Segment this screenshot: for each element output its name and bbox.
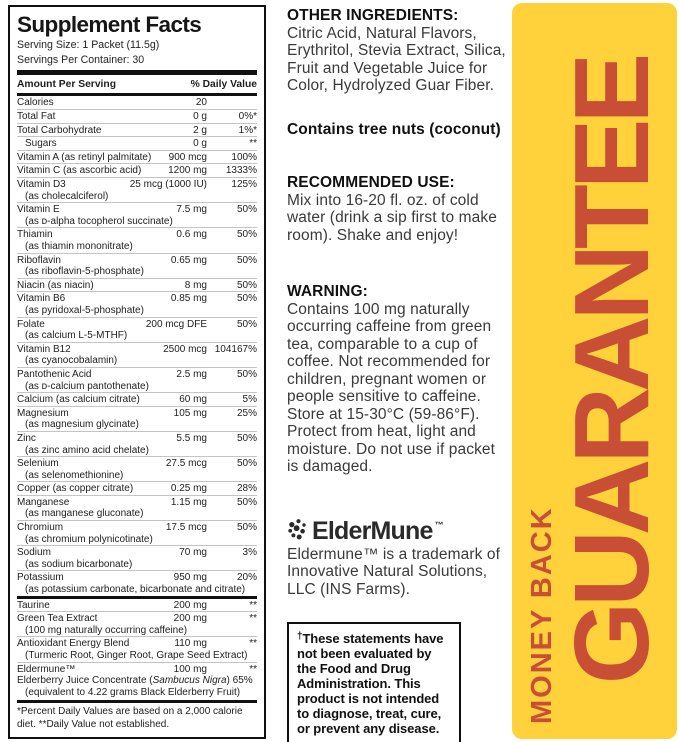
warning-text: Contains 100 mg naturally occurring caffeine from green tea, comparable to a cup of coffee. Not recommended for children, pregnant women or people sensitive to caffeine. Store at 15-30°C (59-86°F). Protect from heat, light and moisture. Do not use if packet is damaged.	[287, 300, 496, 475]
facts-row: Total Fat 0 g 0%*	[17, 111, 257, 123]
disclaimer-dagger: †	[297, 631, 303, 642]
facts-row: Vitamin C (as ascorbic acid) 1200 mg 1333%	[17, 165, 257, 177]
facts-row: Magnesium 105 mg 25% (as magnesium glycinate)	[17, 407, 257, 431]
facts-row: Vitamin B12 2500 mcg 104167% (as cyanocobalamin)	[17, 343, 257, 367]
fda-disclaimer-text: These statements have not been evaluated by the Food and Drug Administration. This product is not intended to diagnose, treat, cure, or prevent any disease.	[297, 631, 444, 737]
allergen-section	[287, 121, 508, 139]
daily-value-header: % Daily Value	[190, 79, 257, 91]
money-back-vertical-text: MONEY BACK	[526, 506, 558, 724]
facts-row-extra: Elderberry Juice Concentrate (Sambucus Nigra) 65%	[17, 675, 253, 687]
facts-row: Folate 200 mcg DFE 50% (as calcium L-5-MTHF)	[17, 318, 257, 342]
facts-row: Vitamin D3 25 mcg (1000 IU) 125% (as cholecalciferol)	[17, 179, 257, 202]
servings-per-container: Servings Per Container: 30	[17, 53, 145, 66]
facts-row: Riboflavin 0.65 mg 50% (as riboflavin-5-phosphate)	[17, 254, 257, 278]
facts-footnote: *Percent Daily Values are based on a 2,000 calorie diet. **Daily Value not established.	[17, 700, 257, 730]
facts-row: Zinc 5.5 mg 50% (as zinc amino acid chelate)	[17, 432, 257, 456]
facts-row-subtext: (as cholecalciferol)	[25, 190, 109, 202]
facts-row: Copper (as copper citrate) 0.25 mg 28%	[17, 483, 257, 495]
eldermune-trademark-text: Eldermune™ is a trademark of Innovative Natural Solutions, LLC (INS Farms).	[287, 545, 500, 598]
facts-row-subtext: (as pyridoxal-5-phosphate)	[25, 304, 144, 316]
recommended-use-text: Mix into 16-20 fl. oz. of cold water (drink a sip first to make room). Shake and enjoy!	[287, 191, 497, 244]
facts-row: Manganese 1.15 mg 50% (as manganese gluconate)	[17, 496, 257, 520]
facts-row: Vitamin B6 0.85 mg 50% (as pyridoxal-5-phosphate)	[17, 293, 257, 316]
facts-row-subtext: (as selenomethionine)	[25, 469, 124, 481]
facts-row: Potassium 950 mg 20% (as potassium carbonate, bicarbonate and citrate)	[17, 572, 257, 596]
facts-row: Calcium (as calcium citrate) 60 mg 5%	[17, 394, 257, 406]
facts-rows-secondary	[17, 599, 257, 699]
allergen-text: Contains tree nuts (coconut)	[287, 121, 501, 138]
facts-rows-main	[17, 96, 257, 595]
eldermune-berry-icon	[287, 518, 310, 546]
facts-column-header	[17, 75, 257, 93]
facts-row-subtext: (100 mg naturally occurring caffeine)	[25, 624, 188, 636]
facts-row: Vitamin E 7.5 mg 50% (as ᴅ-alpha tocopherol succinate)	[17, 204, 257, 227]
facts-row: Thiamin 0.6 mg 50% (as thiamin mononitrate)	[17, 229, 257, 252]
eldermune-tm-mark: ™	[434, 520, 444, 530]
facts-row: Total Carbohydrate 2 g 1%*	[17, 124, 257, 136]
facts-row: Vitamin A (as retinyl palmitate) 900 mcg 100%	[17, 151, 257, 163]
facts-row-extra2: (equivalent to 4.22 grams Black Elderberry Fruit)	[25, 686, 241, 698]
facts-row-subtext: (as ᴅ-calcium pantothenate)	[25, 380, 149, 392]
facts-row-subtext: (as calcium L-5-MTHF)	[25, 330, 128, 342]
facts-row-subtext: (as potassium carbonate, bicarbonate and citrate)	[25, 584, 246, 596]
warning-heading: WARNING:	[287, 283, 368, 300]
other-ingredients-text: Citric Acid, Natural Flavors, Erythritol, Stevia Extract, Silica, Fruit and Vegetable Juice for Color, Hydrolyzed Guar Fiber.	[287, 24, 506, 94]
fda-disclaimer-box	[287, 622, 461, 742]
supplement-facts-panel	[8, 5, 266, 739]
serving-size: Serving Size: 1 Packet (11.5g)	[17, 38, 160, 51]
facts-row-subtext: (Turmeric Root, Ginger Root, Grape Seed Extract)	[25, 650, 248, 661]
recommended-use-heading: RECOMMENDED USE:	[287, 174, 455, 191]
guarantee-vertical-text: GUARANTEE	[553, 57, 671, 685]
eldermune-section	[287, 518, 508, 598]
other-ingredients-section	[287, 7, 508, 95]
facts-row-subtext: (as riboflavin-5-phosphate)	[25, 266, 144, 278]
facts-row-subtext: (as cyanocobalamin)	[25, 355, 118, 367]
amount-per-serving-header: Amount Per Serving	[17, 79, 116, 91]
facts-row-subtext: (as chromium polynicotinate)	[25, 533, 153, 545]
facts-row: Pantothenic Acid 2.5 mg 50% (as ᴅ-calcium pantothenate)	[17, 368, 257, 392]
facts-row: Niacin (as niacin) 8 mg 50%	[17, 279, 257, 291]
facts-row-subtext: (as thiamin mononitrate)	[25, 241, 133, 252]
facts-row-subtext: (as sodium bicarbonate)	[25, 558, 133, 570]
facts-row: Antioxidant Energy Blend 110 mg ** (Turmeric Root, Ginger Root, Grape Seed Extract)	[17, 638, 257, 661]
facts-row: Sodium 70 mg 3% (as sodium bicarbonate)	[17, 547, 257, 570]
facts-row-subtext: (as magnesium glycinate)	[25, 419, 139, 431]
facts-row: Eldermune™ 100 mg ** Elderberry Juice Concentrate (Sambucus Nigra) 65% (equivalent to 4.22 grams Black Elderberry Fruit)	[17, 663, 257, 698]
facts-title: Supplement Facts	[17, 12, 202, 37]
facts-row: Sugars 0 g **	[17, 136, 257, 150]
warning-section	[287, 283, 508, 476]
eldermune-wordmark: ElderMune	[312, 517, 433, 546]
facts-row-subtext: (as manganese gluconate)	[25, 508, 144, 520]
facts-row: Selenium 27.5 mcg 50% (as selenomethionine)	[17, 458, 257, 481]
facts-row: Chromium 17.5 mcg 50% (as chromium polynicotinate)	[17, 522, 257, 545]
eldermune-logo	[287, 518, 508, 546]
recommended-use-section	[287, 174, 508, 244]
facts-row-subtext: (as ᴅ-alpha tocopherol succinate)	[25, 215, 173, 227]
facts-row: Calories 20	[17, 97, 207, 109]
facts-row: Green Tea Extract 200 mg ** (100 mg naturally occurring caffeine)	[17, 613, 257, 636]
facts-row: Taurine 200 mg **	[17, 599, 257, 611]
other-ingredients-heading: OTHER INGREDIENTS:	[287, 7, 459, 24]
facts-row-subtext: (as zinc amino acid chelate)	[25, 444, 149, 456]
